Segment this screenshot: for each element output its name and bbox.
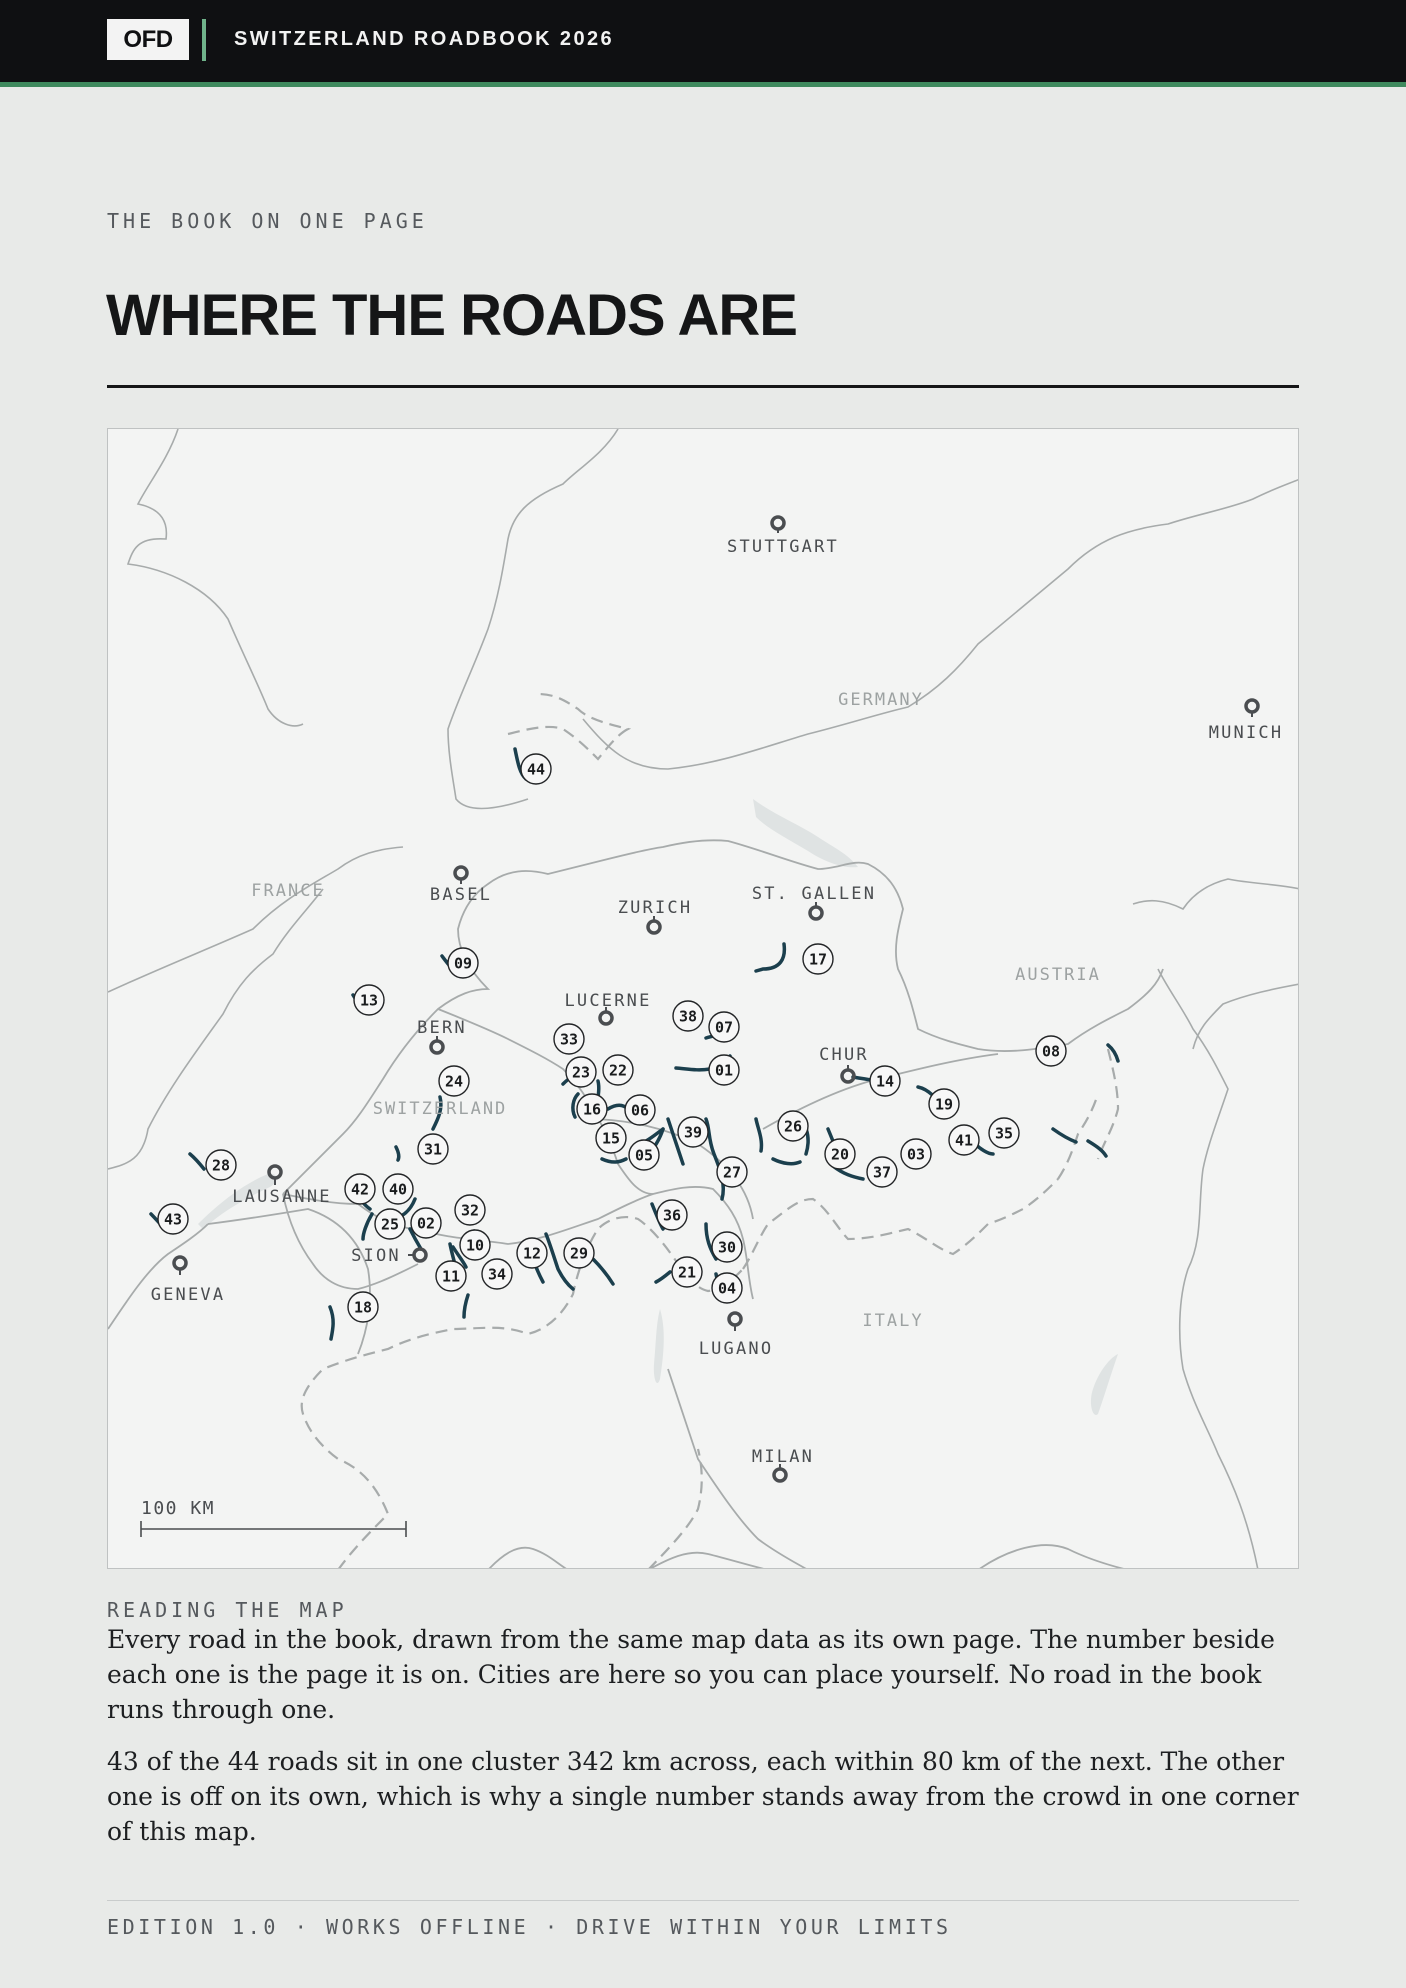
road-marker-number: 14 [875,1072,895,1091]
city-label-lugano: LUGANO [698,1339,774,1359]
road-marker-number: 09 [453,954,473,973]
road-marker-number: 35 [994,1124,1014,1143]
city-label-st-gallen: ST. GALLEN [751,884,877,904]
road-marker[interactable] [345,1174,375,1204]
road-marker[interactable] [439,1066,469,1096]
road-marker-number: 27 [722,1163,742,1182]
country-label-austria: AUSTRIA [1015,965,1101,985]
road-marker-number: 21 [677,1263,697,1282]
road-marker-number: 43 [163,1210,183,1229]
road-marker[interactable] [517,1238,547,1268]
road-marker-number: 07 [714,1018,734,1037]
city-label-bern: BERN [417,1018,467,1038]
road-marker-number: 34 [487,1265,507,1284]
road-marker-number: 28 [211,1156,231,1175]
top-bar [0,0,1406,82]
scale-bar [141,1498,406,1537]
road-marker[interactable] [348,1292,378,1322]
city-st-gallen[interactable] [752,884,876,919]
road-marker-number: 24 [444,1072,464,1091]
road-marker[interactable] [383,1174,413,1204]
road-marker[interactable] [778,1111,808,1141]
road-marker-number: 06 [630,1101,650,1120]
city-label-lausanne: LAUSANNE [232,1187,332,1207]
country-borders [108,429,1299,1569]
country-label-germany: GERMANY [838,690,924,710]
city-stuttgart[interactable] [727,517,839,557]
road-marker-number: 10 [465,1236,485,1255]
road-marker[interactable] [657,1200,687,1230]
road-marker-number: 20 [830,1145,850,1164]
road-marker[interactable] [870,1066,900,1096]
road-marker-number: 23 [571,1063,591,1082]
road-marker-number: 30 [717,1238,737,1257]
road-marker-number: 16 [582,1100,602,1119]
city-munich[interactable] [1209,700,1284,743]
road-marker[interactable] [482,1259,512,1289]
road-marker-number: 19 [934,1095,954,1114]
road-marker-number: 41 [954,1131,974,1150]
road-marker[interactable] [354,985,384,1015]
road-marker[interactable] [929,1089,959,1119]
road-marker[interactable] [436,1261,466,1291]
page-kicker: THE BOOK ON ONE PAGE [107,209,428,233]
header-title: SWITZERLAND ROADBOOK 2026 [234,28,615,50]
road-marker[interactable] [672,1257,702,1287]
city-label-chur: CHUR [819,1045,869,1065]
city-label-zurich: ZURICH [617,898,693,918]
city-chur[interactable] [819,1045,869,1082]
road-marker[interactable] [867,1157,897,1187]
reading-paragraph-2: 43 of the 44 roads sit in one cluster 342 km across, each within 80 km of the next. The other one is off on its own, which is why a single number stands away from the crowd in one corner of this map. [107,1747,1299,1846]
road-marker[interactable] [411,1208,441,1238]
map-canvas[interactable] [108,429,1299,1569]
brand-logo: OFD [107,19,189,60]
road-marker-number: 15 [601,1129,621,1148]
road-marker[interactable] [709,1012,739,1042]
road-marker-number: 25 [380,1215,400,1234]
road-marker[interactable] [673,1001,703,1031]
page-title: WHERE THE ROADS ARE [106,283,797,348]
road-marker[interactable] [206,1150,236,1180]
city-lausanne[interactable] [232,1166,331,1207]
city-label-lucerne: LUCERNE [564,991,652,1011]
road-marker[interactable] [825,1139,855,1169]
road-marker[interactable] [460,1230,490,1260]
road-marker-number: 18 [353,1298,373,1317]
road-marker[interactable] [448,948,478,978]
road-marker-number: 39 [683,1123,703,1142]
road-marker-number: 02 [416,1214,436,1233]
road-marker[interactable] [158,1204,188,1234]
top-bar-accent [0,82,1406,87]
road-marker[interactable] [709,1055,739,1085]
city-lucerne[interactable] [564,991,651,1024]
road-marker[interactable] [629,1140,659,1170]
road-marker[interactable] [596,1123,626,1153]
road-marker[interactable] [554,1024,584,1054]
city-zurich[interactable] [618,898,693,933]
road-marker[interactable] [949,1125,979,1155]
cities [151,517,1284,1481]
road-marker-number: 11 [441,1267,461,1286]
road-marker-number: 40 [388,1180,408,1199]
road-marker-number: 22 [608,1061,628,1080]
road-marker-number: 13 [359,991,379,1010]
city-label-geneva: GENEVA [150,1285,226,1305]
road-markers[interactable] [158,754,1066,1322]
road-marker[interactable] [564,1238,594,1268]
road-marker-number: 44 [526,760,546,779]
road-marker[interactable] [375,1209,405,1239]
road-marker[interactable] [803,944,833,974]
road-marker-number: 32 [460,1201,480,1220]
city-label-sion: SION [351,1246,401,1266]
title-rule [107,385,1299,388]
road-marker[interactable] [678,1117,708,1147]
city-label-stuttgart: STUTTGART [727,537,839,557]
road-marker[interactable] [521,754,551,784]
road-marker[interactable] [1036,1036,1066,1066]
country-label-france: FRANCE [251,881,325,901]
road-marker-number: 42 [350,1180,370,1199]
road-marker-number: 08 [1041,1042,1061,1061]
road-marker-number: 31 [423,1140,443,1159]
city-label-milan: MILAN [751,1447,815,1467]
road-marker-number: 26 [783,1117,803,1136]
road-marker-number: 03 [906,1145,926,1164]
road-marker-number: 36 [662,1206,682,1225]
road-marker[interactable] [566,1057,596,1087]
footer-text: EDITION 1.0 · WORKS OFFLINE · DRIVE WITHIN YOUR LIMITS [107,1915,952,1939]
road-marker-number: 33 [559,1030,579,1049]
road-marker-number: 38 [678,1007,698,1026]
water-bodies [198,799,1118,1415]
road-marker-number: 01 [714,1061,734,1080]
city-basel[interactable] [430,867,492,905]
footer-rule [107,1900,1299,1901]
country-label-italy: ITALY [862,1311,924,1331]
reading-paragraph-1: Every road in the book, drawn from the same map data as its own page. The number beside each one is the page it is on. Cities are here so you can place yourself. No road in the book runs through one. [107,1625,1275,1724]
logo-separator [202,19,206,61]
road-marker-number: 17 [808,950,828,969]
road-marker[interactable] [418,1134,448,1164]
road-marker-number: 04 [717,1279,737,1298]
road-marker[interactable] [577,1094,607,1124]
road-marker[interactable] [625,1095,655,1125]
road-marker-number: 29 [569,1244,589,1263]
road-marker[interactable] [603,1055,633,1085]
road-marker[interactable] [712,1273,742,1303]
road-marker[interactable] [989,1118,1019,1148]
road-marker-number: 05 [634,1146,654,1165]
city-label-munich: MUNICH [1208,723,1284,743]
city-bern[interactable] [417,1018,467,1053]
roads [151,749,1118,1339]
road-marker[interactable] [901,1139,931,1169]
city-milan[interactable] [752,1447,814,1481]
city-lugano[interactable] [699,1313,774,1359]
road-marker-number: 37 [872,1163,892,1182]
scale-label: 100 KM [141,1498,216,1519]
city-label-basel: BASEL [429,885,493,905]
city-geneva[interactable] [151,1257,226,1305]
road-marker[interactable] [455,1195,485,1225]
reading-label: READING THE MAP [107,1598,348,1622]
overview-map[interactable] [107,428,1299,1569]
road-marker[interactable] [712,1232,742,1262]
road-marker[interactable] [717,1157,747,1187]
road-marker-number: 12 [522,1244,542,1263]
city-sion[interactable] [351,1246,426,1266]
country-label-switzerland: SWITZERLAND [372,1099,508,1119]
